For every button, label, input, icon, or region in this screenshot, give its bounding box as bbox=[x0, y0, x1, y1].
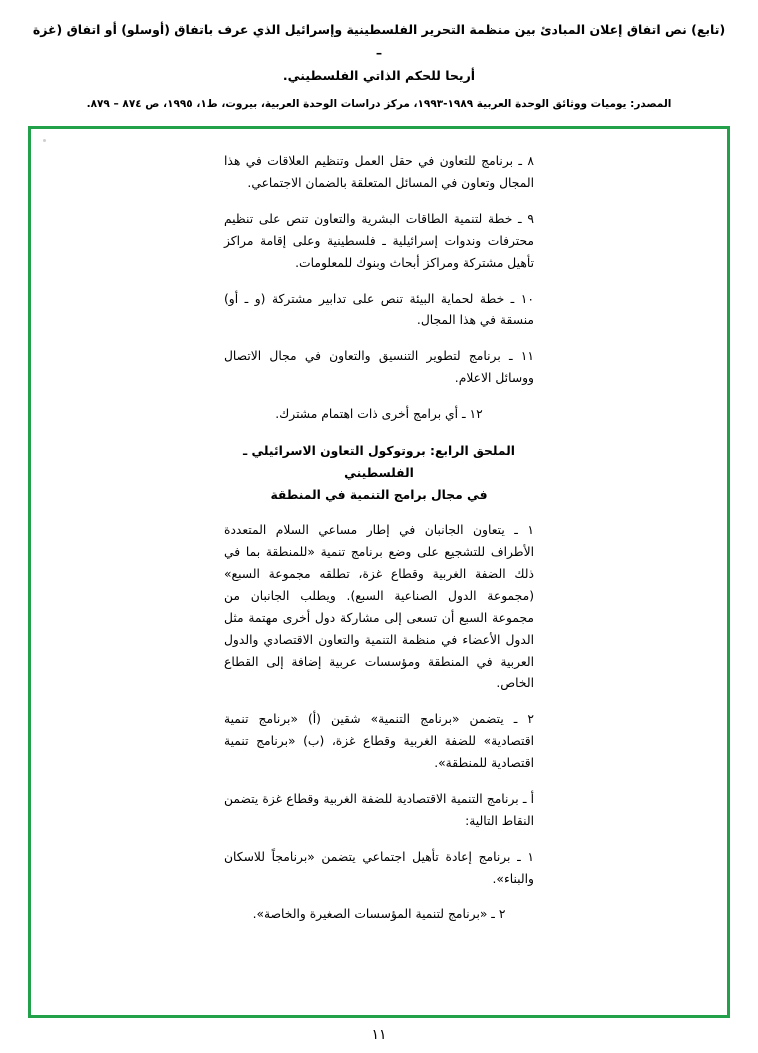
text-column bbox=[224, 151, 534, 926]
paragraph-item-12: ١٢ ـ أي برامج أخرى ذات اهتمام مشترك. bbox=[275, 407, 483, 422]
page-title-line-2: أريحا للحكم الذاتي الفلسطيني. bbox=[282, 68, 476, 84]
annex-heading-line-2: في مجال برامج التنمية في المنطقة bbox=[270, 488, 488, 503]
paragraph-annex-item-2a: أ ـ برنامج التنمية الاقتصادية للضفة الغربية وقطاع غزة يتضمن النقاط التالية: bbox=[224, 791, 534, 828]
paragraph-annex-item-1: ١ ـ يتعاون الجانبان في إطار مساعي السلام المتعددة الأطراف للتشجيع على وضع برنامج تنمية «للمنطقة بما في ذلك الضفة الغربية وقطاع غزة، تطلقه مجموعة السبع» (مجموعة الدول الصناعية السبع). ويطلب الجانبان من مجموعة السبع أن تسعى إلى مشاركة دول أخرى مهتمة مثل الدول الأعضاء في منظمة التنمية والتعاون الاقتصادي والدول العربية في المنطقة ومؤسسات عربية إضافة إلى القطاع الخاص. bbox=[224, 523, 534, 691]
document-source: المصدر: يوميات ووثائق الوحدة العربية ١٩٨٩-١٩٩٣، مركز دراسات الوحدة العربية، بيروت، ط١، ١٩٩٥، ص ٨٧٤ – ٨٧٩. bbox=[86, 98, 672, 111]
content-frame bbox=[28, 126, 730, 1018]
paragraph-annex-item-2: ٢ ـ يتضمن «برنامج التنمية» شقين (أ) «برنامج تنمية اقتصادية» للضفة الغربية وقطاع غزة، (ب) «برنامج تنمية اقتصادية للمنطقة». bbox=[224, 712, 534, 771]
paragraph-annex-item-2a-2: ٢ ـ «برنامج لتنمية المؤسسات الصغيرة والخاصة». bbox=[252, 907, 506, 922]
corner-mark-icon bbox=[43, 139, 46, 142]
paragraph-item-9: ٩ ـ خطة لتنمية الطاقات البشرية والتعاون تنص على تنظيم محترفات وندوات إسرائيلية ـ فلسطينية وعلى إقامة مراكز تأهيل مشتركة ومراكز أبحاث وبنوك للمعلومات. bbox=[224, 211, 534, 270]
annex-heading bbox=[224, 440, 534, 506]
page-title bbox=[29, 18, 729, 87]
paragraph-item-11: ١١ ـ برنامج لتطوير التنسيق والتعاون في مجال الاتصال ووسائل الاعلام. bbox=[224, 349, 534, 386]
page-number: ١١ bbox=[371, 1027, 387, 1043]
page-header bbox=[28, 18, 730, 113]
paragraph-item-8: ٨ ـ برنامج للتعاون في حقل العمل وتنظيم العلاقات في هذا المجال وتعاون في المسائل المتعلقة بالضمان الاجتماعي. bbox=[224, 154, 534, 191]
annex-heading-line-1: الملحق الرابع: بروتوكول التعاون الاسرائيلي ـ الفلسطيني bbox=[242, 443, 516, 481]
content-frame-inner bbox=[31, 151, 727, 1015]
page-title-line-1: (تابع) نص اتفاق إعلان المبادئ بين منظمة التحرير الفلسطينية وإسرائيل الذي عرف باتفاق (أوسلو) أو اتفاق (غزة – bbox=[32, 22, 726, 61]
paragraph-annex-item-2a-1: ١ ـ برنامج إعادة تأهيل اجتماعي يتضمن «برنامجاً للاسكان والبناء». bbox=[224, 849, 534, 886]
paragraph-item-10: ١٠ ـ خطة لحماية البيئة تنص على تدابير مشتركة (و ـ أو) منسقة في هذا المجال. bbox=[224, 291, 534, 328]
